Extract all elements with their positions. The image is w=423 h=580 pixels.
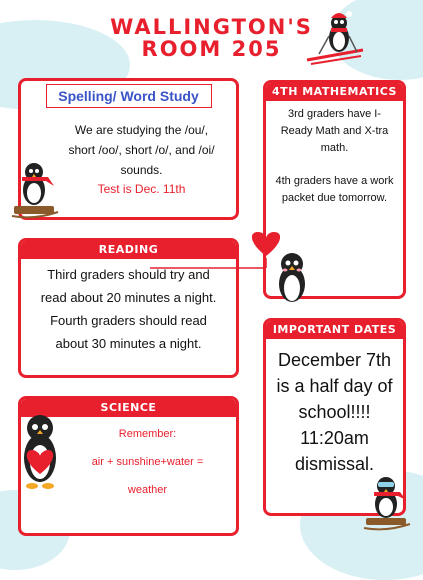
science-line1: Remember: [118,428,177,440]
page-title-line2: ROOM 205 [141,37,282,61]
sled-penguin-bottom-icon [360,468,416,532]
science-line2: air + sunshine+water = [91,456,204,468]
science-heading: SCIENCE [21,399,236,417]
heart-balloon-icon [150,228,280,278]
dates-body: December 7th is a half day of school!!!! 11:20am dismissal. [276,350,393,474]
page-title-line1: WALLINGTON'S [110,15,313,39]
skiing-penguin-icon [305,6,367,68]
reading-heading: READING [21,241,236,259]
science-line3: weather [127,484,168,496]
spelling-body: We are studying the /ou/, short /oo/, short /o/, and /oi/ sounds. [68,123,215,177]
spelling-test-note: Test is Dec. 11th [97,182,186,196]
dates-heading: IMPORTANT DATES [266,321,403,339]
sled-penguin-icon [8,150,64,220]
balloon-penguin-icon [268,248,316,308]
math-heading: 4TH MATHEMATICS [266,83,403,101]
reading-body: Third graders should try and read about 20 minutes a night. Fourth graders should read about 30 minutes a night. [40,267,217,351]
math-para1: 3rd graders have I-Ready Math and X-tra math. [280,108,389,154]
spelling-heading: Spelling/ Word Study [46,84,212,108]
math-para2: 4th graders have a work packet due tomorrow. [275,175,394,204]
heart-penguin-icon [10,400,70,490]
